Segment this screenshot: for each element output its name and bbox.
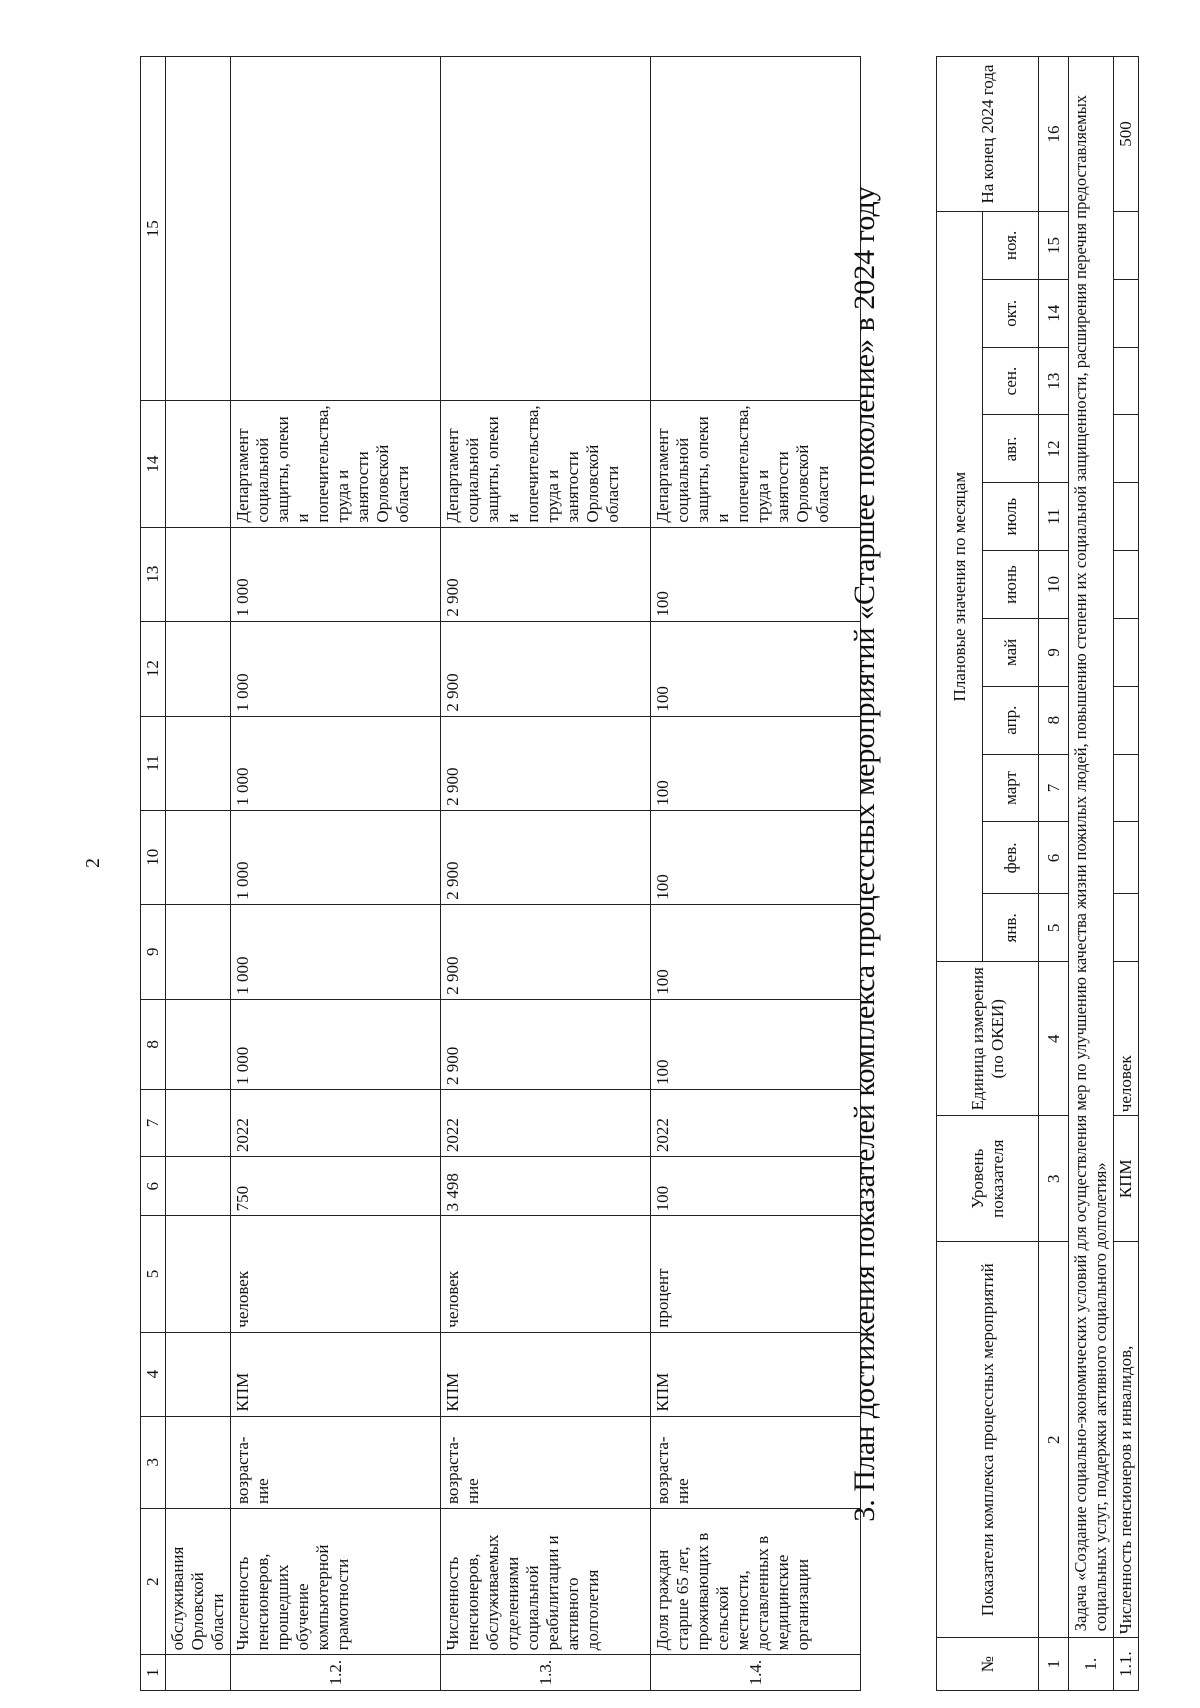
base-year: 2022 bbox=[651, 1089, 861, 1156]
col-number: 8 bbox=[1039, 686, 1069, 754]
header-number: 15 bbox=[141, 57, 166, 401]
month-header: авг. bbox=[983, 415, 1039, 483]
month-value: 100 bbox=[651, 904, 861, 999]
month-header: март bbox=[983, 754, 1039, 822]
month-header: июль bbox=[983, 483, 1039, 551]
trend: возраста-ние bbox=[651, 1416, 861, 1508]
base-year: 2022 bbox=[441, 1089, 651, 1156]
base-value: 100 bbox=[651, 1157, 861, 1216]
header-unit: Единица измерения (по ОКЕИ) bbox=[937, 962, 1039, 1116]
responsible: Департамент социальной защиты, опеки и попечительства, труда и занятости Орловской области bbox=[441, 401, 651, 527]
indicator-name: Численность пенсионеров и инвалидов, bbox=[1114, 1242, 1139, 1638]
indicator-name: Численность пенсионеров, обслуживаемых отделениями социальной реабилитации и активного долголетия bbox=[441, 1509, 651, 1655]
month-header: май bbox=[983, 618, 1039, 686]
header-number: 6 bbox=[141, 1157, 166, 1216]
header-indicators: Показатели комплекса процессных мероприятий bbox=[937, 1242, 1039, 1638]
col-number: 4 bbox=[1039, 962, 1069, 1116]
unit: процент bbox=[651, 1216, 861, 1332]
base-year: 2022 bbox=[231, 1089, 441, 1156]
header-number: 14 bbox=[141, 401, 166, 527]
col-number: 3 bbox=[1039, 1116, 1069, 1242]
header-level: Уровень показателя bbox=[937, 1116, 1039, 1242]
month-value: 1 000 bbox=[231, 904, 441, 999]
plan-table bbox=[936, 56, 1139, 1691]
task-number: 1. bbox=[1069, 1638, 1114, 1691]
month-value: 1 000 bbox=[231, 621, 441, 716]
responsible: Департамент социальной защиты, опеки и попечительства, труда и занятости Орловской области bbox=[651, 401, 861, 527]
header-planned: Плановые значения по месяцам bbox=[937, 212, 983, 962]
month-header: янв. bbox=[983, 894, 1039, 962]
month-header: фев. bbox=[983, 822, 1039, 894]
month-value: 1 000 bbox=[231, 527, 441, 621]
header-number: 10 bbox=[141, 810, 166, 904]
month-value: 1 000 bbox=[231, 999, 441, 1089]
base-value: 3 498 bbox=[441, 1157, 651, 1216]
header-number: 11 bbox=[141, 716, 166, 810]
col-number: 2 bbox=[1039, 1242, 1069, 1638]
month-value: 1 000 bbox=[231, 716, 441, 810]
header-number: 2 bbox=[141, 1509, 166, 1655]
unit: человек bbox=[231, 1216, 441, 1332]
header-no: № bbox=[937, 1638, 1039, 1691]
month-header: июнь bbox=[983, 551, 1039, 619]
month-value: 100 bbox=[651, 716, 861, 810]
plan-colnum-row bbox=[1039, 57, 1069, 1691]
month-value: 100 bbox=[651, 810, 861, 904]
page-number: 2 bbox=[82, 858, 104, 868]
level: КПМ bbox=[1114, 1116, 1139, 1242]
level: КПМ bbox=[231, 1332, 441, 1416]
col-15 bbox=[231, 57, 441, 401]
indicator-name: Доля граждан старше 65 лет, проживающих в сельской местности, доставленных в медицинские организации bbox=[651, 1509, 861, 1655]
responsible: Департамент социальной защиты, опеки и попечительства, труда и занятости Орловской области bbox=[231, 401, 441, 527]
col-number: 6 bbox=[1039, 822, 1069, 894]
row-number: 1.3. bbox=[441, 1655, 651, 1691]
month-value: 100 bbox=[651, 527, 861, 621]
header-number: 13 bbox=[141, 527, 166, 621]
month-value: 2 900 bbox=[441, 999, 651, 1089]
base-value: 750 bbox=[231, 1157, 441, 1216]
unit: человек bbox=[441, 1216, 651, 1332]
header-number: 12 bbox=[141, 621, 166, 716]
header-number-row bbox=[141, 57, 166, 1691]
trend: возраста-ние bbox=[441, 1416, 651, 1508]
indicators-table bbox=[140, 56, 861, 1691]
col-number: 7 bbox=[1039, 754, 1069, 822]
month-value: 2 900 bbox=[441, 904, 651, 999]
header-number: 9 bbox=[141, 904, 166, 999]
col-number: 5 bbox=[1039, 894, 1069, 962]
header-number: 1 bbox=[141, 1655, 166, 1691]
table-row bbox=[651, 57, 861, 1691]
header-year-end: На конец 2024 года bbox=[937, 57, 1039, 212]
level: КПМ bbox=[441, 1332, 651, 1416]
col-number: 9 bbox=[1039, 618, 1069, 686]
header-number: 4 bbox=[141, 1332, 166, 1416]
table-row bbox=[441, 57, 651, 1691]
row-number: 1.2. bbox=[231, 1655, 441, 1691]
header-number: 8 bbox=[141, 999, 166, 1089]
col-number: 13 bbox=[1039, 347, 1069, 415]
month-header: окт. bbox=[983, 279, 1039, 347]
header-number: 7 bbox=[141, 1089, 166, 1156]
unit: человек bbox=[1114, 962, 1139, 1116]
month-header: ноя. bbox=[983, 212, 1039, 280]
plan-header-row bbox=[937, 57, 983, 1691]
month-value: 100 bbox=[651, 999, 861, 1089]
section-title: 3. План достижения показателей комплекса процессных мероприятий «Старшее поколение» в 2024 году bbox=[848, 186, 881, 1522]
header-number: 5 bbox=[141, 1216, 166, 1332]
table-row bbox=[231, 57, 441, 1691]
month-value: 1 000 bbox=[231, 810, 441, 904]
col-number: 14 bbox=[1039, 279, 1069, 347]
month-value: 2 900 bbox=[441, 716, 651, 810]
row-number: 1.1. bbox=[1114, 1638, 1139, 1691]
continuation-row bbox=[166, 57, 231, 1691]
month-value: 2 900 bbox=[441, 621, 651, 716]
month-value: 2 900 bbox=[441, 810, 651, 904]
header-number: 3 bbox=[141, 1416, 166, 1508]
col-number: 11 bbox=[1039, 483, 1069, 551]
month-value: 2 900 bbox=[441, 527, 651, 621]
trend: возраста-ние bbox=[231, 1416, 441, 1508]
year-end-value: 500 bbox=[1114, 57, 1139, 212]
col-15 bbox=[441, 57, 651, 401]
plan-row bbox=[1114, 57, 1139, 1691]
month-header: сен. bbox=[983, 347, 1039, 415]
col-number: 1 bbox=[1039, 1638, 1069, 1691]
month-header: апр. bbox=[983, 686, 1039, 754]
col-number: 10 bbox=[1039, 551, 1069, 619]
col-number: 16 bbox=[1039, 57, 1069, 212]
col-number: 15 bbox=[1039, 212, 1069, 280]
col-number: 12 bbox=[1039, 415, 1069, 483]
continuation-text: обслуживания Орловской области bbox=[166, 1509, 231, 1655]
row-number: 1.4. bbox=[651, 1655, 861, 1691]
task-text: Задача «Создание социально-экономических условий для осуществления мер по улучшению качества жизни пожилых людей, повышению степени их социальной защищенности, расширения перечня предоставляемых социальных услуг, поддержки активного социального долголетия» bbox=[1069, 57, 1114, 1638]
indicator-name: Численность пенсионеров, прошедших обучение компьютерной грамотности bbox=[231, 1509, 441, 1655]
level: КПМ bbox=[651, 1332, 861, 1416]
col-15 bbox=[651, 57, 861, 401]
task-row bbox=[1069, 57, 1114, 1691]
month-value: 100 bbox=[651, 621, 861, 716]
